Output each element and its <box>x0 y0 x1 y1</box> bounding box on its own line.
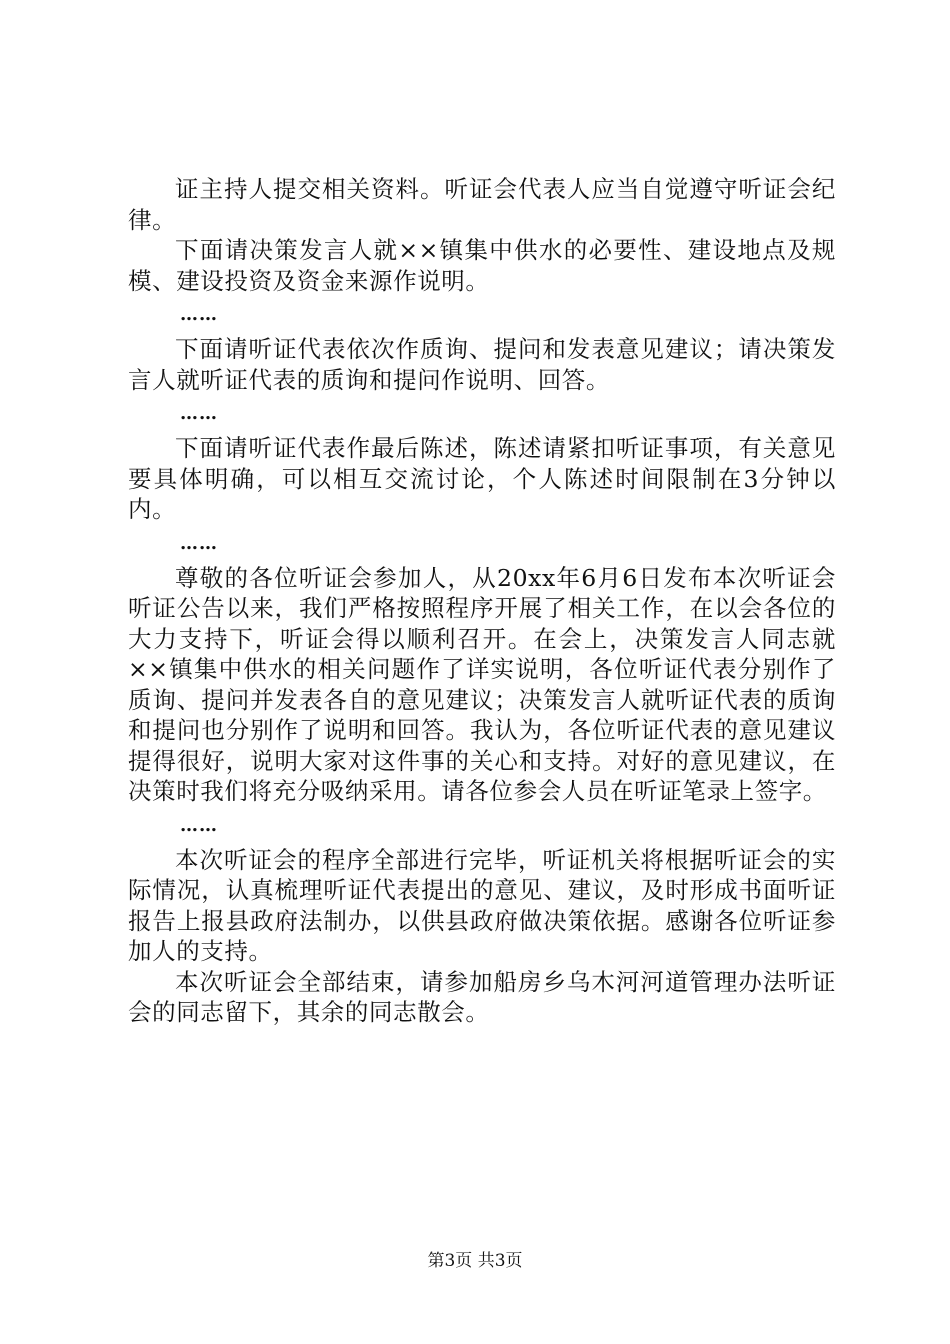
paragraph-7: 本次听证会全部结束，请参加船房乡乌木河河道管理办法听证会的同志留下，其余的同志散会。 <box>128 967 836 1026</box>
paragraph-6: 本次听证会的程序全部进行完毕，听证机关将根据听证会的实际情况，认真梳理听证代表提出的意见、建议，及时形成书面听证报告上报县政府法制办，以供县政府做决策依据。感谢各位听证参加人的支持。 <box>128 845 836 965</box>
paragraph-1: 证主持人提交相关资料。听证会代表人应当自觉遵守听证会纪律。 <box>128 175 836 234</box>
document-body <box>128 174 836 1028</box>
paragraph-2: 下面请决策发言人就××镇集中供水的必要性、建设地点及规模、建设投资及资金来源作说明。 <box>128 236 836 295</box>
ellipsis-3: …… <box>180 532 218 554</box>
paragraph-3: 下面请听证代表依次作质询、提问和发表意见建议；请决策发言人就听证代表的质询和提问作说明、回答。 <box>128 335 836 394</box>
ellipsis-4: …… <box>180 814 218 836</box>
paragraph-4: 下面请听证代表作最后陈述，陈述请紧扣听证事项，有关意见要具体明确，可以相互交流讨论，个人陈述时间限制在3分钟以内。 <box>128 434 836 523</box>
page-footer: 第3页 共3页 <box>427 1251 523 1271</box>
ellipsis-2: …… <box>180 403 218 424</box>
paragraph-5: 尊敬的各位听证会参加人，从20xx年6月6日发布本次听证会听证公告以来，我们严格按照程序开展了相关工作，在以会各位的大力支持下，听证会得以顺利召开。在会上，决策发言人同志就××镇集中供水的相关问题作了详实说明，各位听证代表分别作了质询、提问并发表各自的意见建议；决策发言人就听证代表的质询和提问也分别作了说明和回答。我认为，各位听证代表的意见建议提得很好，说明大家对这件事的关心和支持。对好的意见建议，在决策时我们将充分吸纳采用。请各位参会人员在听证笔录上签字。 <box>128 563 836 805</box>
ellipsis-1: …… <box>180 304 218 325</box>
